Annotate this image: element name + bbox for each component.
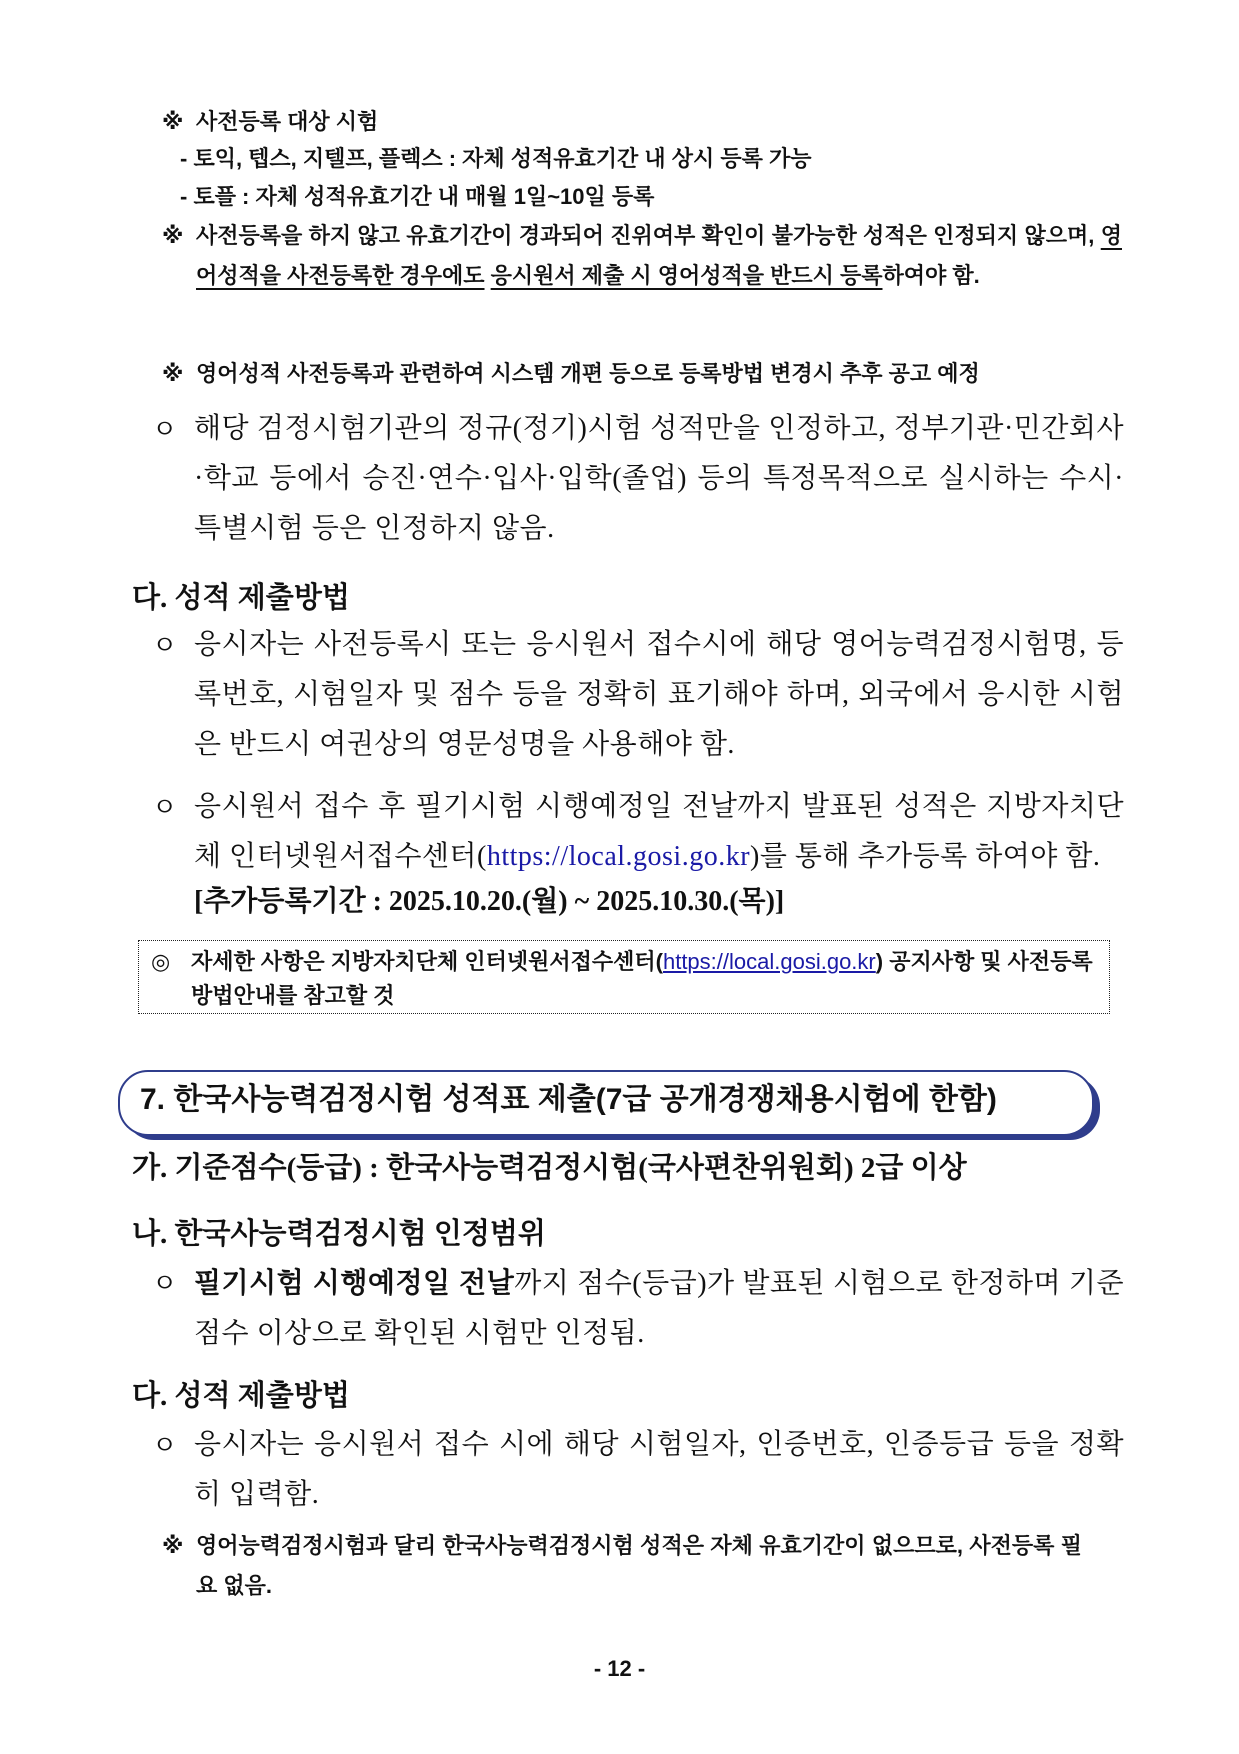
bullet-text: 응시자는 응시원서 접수 시에 해당 시험일자, 인증번호, 인증등급 등을 정확히 입력함. bbox=[194, 1429, 1124, 1510]
bullet-mark: ㅇ bbox=[152, 1430, 178, 1460]
heading-reference-score: 가. 기준점수(등급) : 한국사능력검정시험(국사편찬위원회) 2급 이상 bbox=[132, 1152, 967, 1184]
section-7-header bbox=[118, 1070, 1094, 1136]
note-text: 사전등록 대상 시험 bbox=[196, 109, 379, 134]
heading-submission-method-2: 다. 성적 제출방법 bbox=[132, 1380, 350, 1412]
heading-submission-method: 다. 성적 제출방법 bbox=[132, 582, 350, 614]
reference-text-part: ) 공지사항 및 사전등록 방법안내를 참고할 것 bbox=[191, 949, 1093, 1008]
reference-text-part: 자세한 사항은 지방자치단체 인터넷원서접수센터( bbox=[191, 949, 663, 974]
reference-mark: ※ bbox=[162, 1533, 184, 1558]
bullet-additional-registration bbox=[152, 782, 1124, 882]
underlined-text: 영어성적을 사전등록한 경우에도 bbox=[196, 223, 1122, 288]
note-text: 영어성적 사전등록과 관련하여 시스템 개편 등으로 등록방법 변경시 추후 공고 예정 bbox=[196, 361, 980, 386]
bullet-mark: ㅇ bbox=[152, 792, 178, 822]
bullet-announced-before-exam bbox=[152, 1258, 1124, 1359]
reference-box bbox=[138, 940, 1110, 1014]
bullet-text-bold: 필기시험 시행예정일 전날 bbox=[194, 1267, 515, 1298]
bullet-text: 해당 검정시험기관의 정규(정기)시험 성적만을 인정하고, 정부기관·민간회사·학교 등에서 승진·연수·입사·입학(졸업) 등의 특정목적으로 실시하는 수시·특별시험 등은 인정하지 않음. bbox=[194, 413, 1124, 544]
bullet-mark: ㅇ bbox=[152, 414, 178, 444]
note-no-preregistration-needed bbox=[162, 1526, 1082, 1606]
note-text: 영어능력검정시험과 달리 한국사능력검정시험 성적은 자체 유효기간이 없으므로, 사전등록 필요 없음. bbox=[196, 1533, 1082, 1598]
additional-registration-period: [추가등록기간 : 2025.10.20.(월) ~ 2025.10.30.(목)] bbox=[194, 886, 785, 917]
underlined-text: 응시원서 제출 시 영어성적을 반드시 등록 bbox=[490, 263, 883, 288]
local-gosi-link[interactable]: https://local.gosi.go.kr bbox=[662, 949, 876, 974]
bullet-text bbox=[194, 782, 1124, 882]
reference-text bbox=[191, 945, 1096, 1013]
bullet-text bbox=[194, 1258, 1124, 1359]
page-number: - 12 - bbox=[593, 1656, 646, 1681]
bullet-text-part: )를 통해 추가등록 하여야 함. bbox=[750, 841, 1101, 872]
bullet-mark: ㅇ bbox=[152, 630, 178, 660]
note-system-change bbox=[162, 354, 1122, 394]
bullet-text-part: 까지 점수(등급)가 발표된 시험으로 한정하며 기준점수 이상으로 확인된 시험만 인정됨. bbox=[194, 1268, 1124, 1349]
note-text bbox=[196, 216, 1122, 296]
dash-item-toefl: - 토플 : 자체 성적유효기간 내 매월 1일~10일 등록 bbox=[180, 184, 655, 209]
bullet-text-part: 응시원서 접수 후 필기시험 시행예정일 전날까지 발표된 성적은 지방자치단체 인터넷원서접수센터( bbox=[194, 791, 1124, 872]
note-unregistered-scores bbox=[162, 216, 1122, 296]
bullet-regular-exam-only bbox=[152, 404, 1124, 554]
bullet-mark: ㅇ bbox=[152, 1268, 178, 1298]
reference-mark: ※ bbox=[162, 223, 184, 248]
bullet-history-exam-entry bbox=[152, 1420, 1124, 1520]
note-preregistration-targets bbox=[162, 102, 1122, 142]
reference-mark: ※ bbox=[162, 109, 184, 134]
local-gosi-link[interactable]: https://local.gosi.go.kr bbox=[486, 841, 751, 872]
section-7-title: 7. 한국사능력검정시험 성적표 제출(7급 공개경쟁채용시험에 한함) bbox=[140, 1083, 997, 1116]
double-circle-mark: ◎ bbox=[151, 949, 171, 974]
note-text-part: 사전등록을 하지 않고 유효기간이 경과되어 진위여부 확인이 불가능한 성적은 인정되지 않으며, bbox=[196, 223, 1101, 248]
heading-recognition-scope: 나. 한국사능력검정시험 인정범위 bbox=[132, 1218, 546, 1250]
bullet-text: 응시자는 사전등록시 또는 응시원서 접수시에 해당 영어능력검정시험명, 등록번호, 시험일자 및 점수 등을 정확히 표기해야 하며, 외국에서 응시한 시험은 반드시 여권상의 영문성명을 사용해야 함. bbox=[194, 629, 1124, 760]
bullet-applicant-entry bbox=[152, 620, 1124, 770]
dash-item-toeic: - 토익, 텝스, 지텔프, 플렉스 : 자체 성적유효기간 내 상시 등록 가능 bbox=[180, 146, 812, 171]
reference-mark: ※ bbox=[162, 361, 184, 386]
note-text-part: 하여야 함. bbox=[882, 263, 980, 288]
